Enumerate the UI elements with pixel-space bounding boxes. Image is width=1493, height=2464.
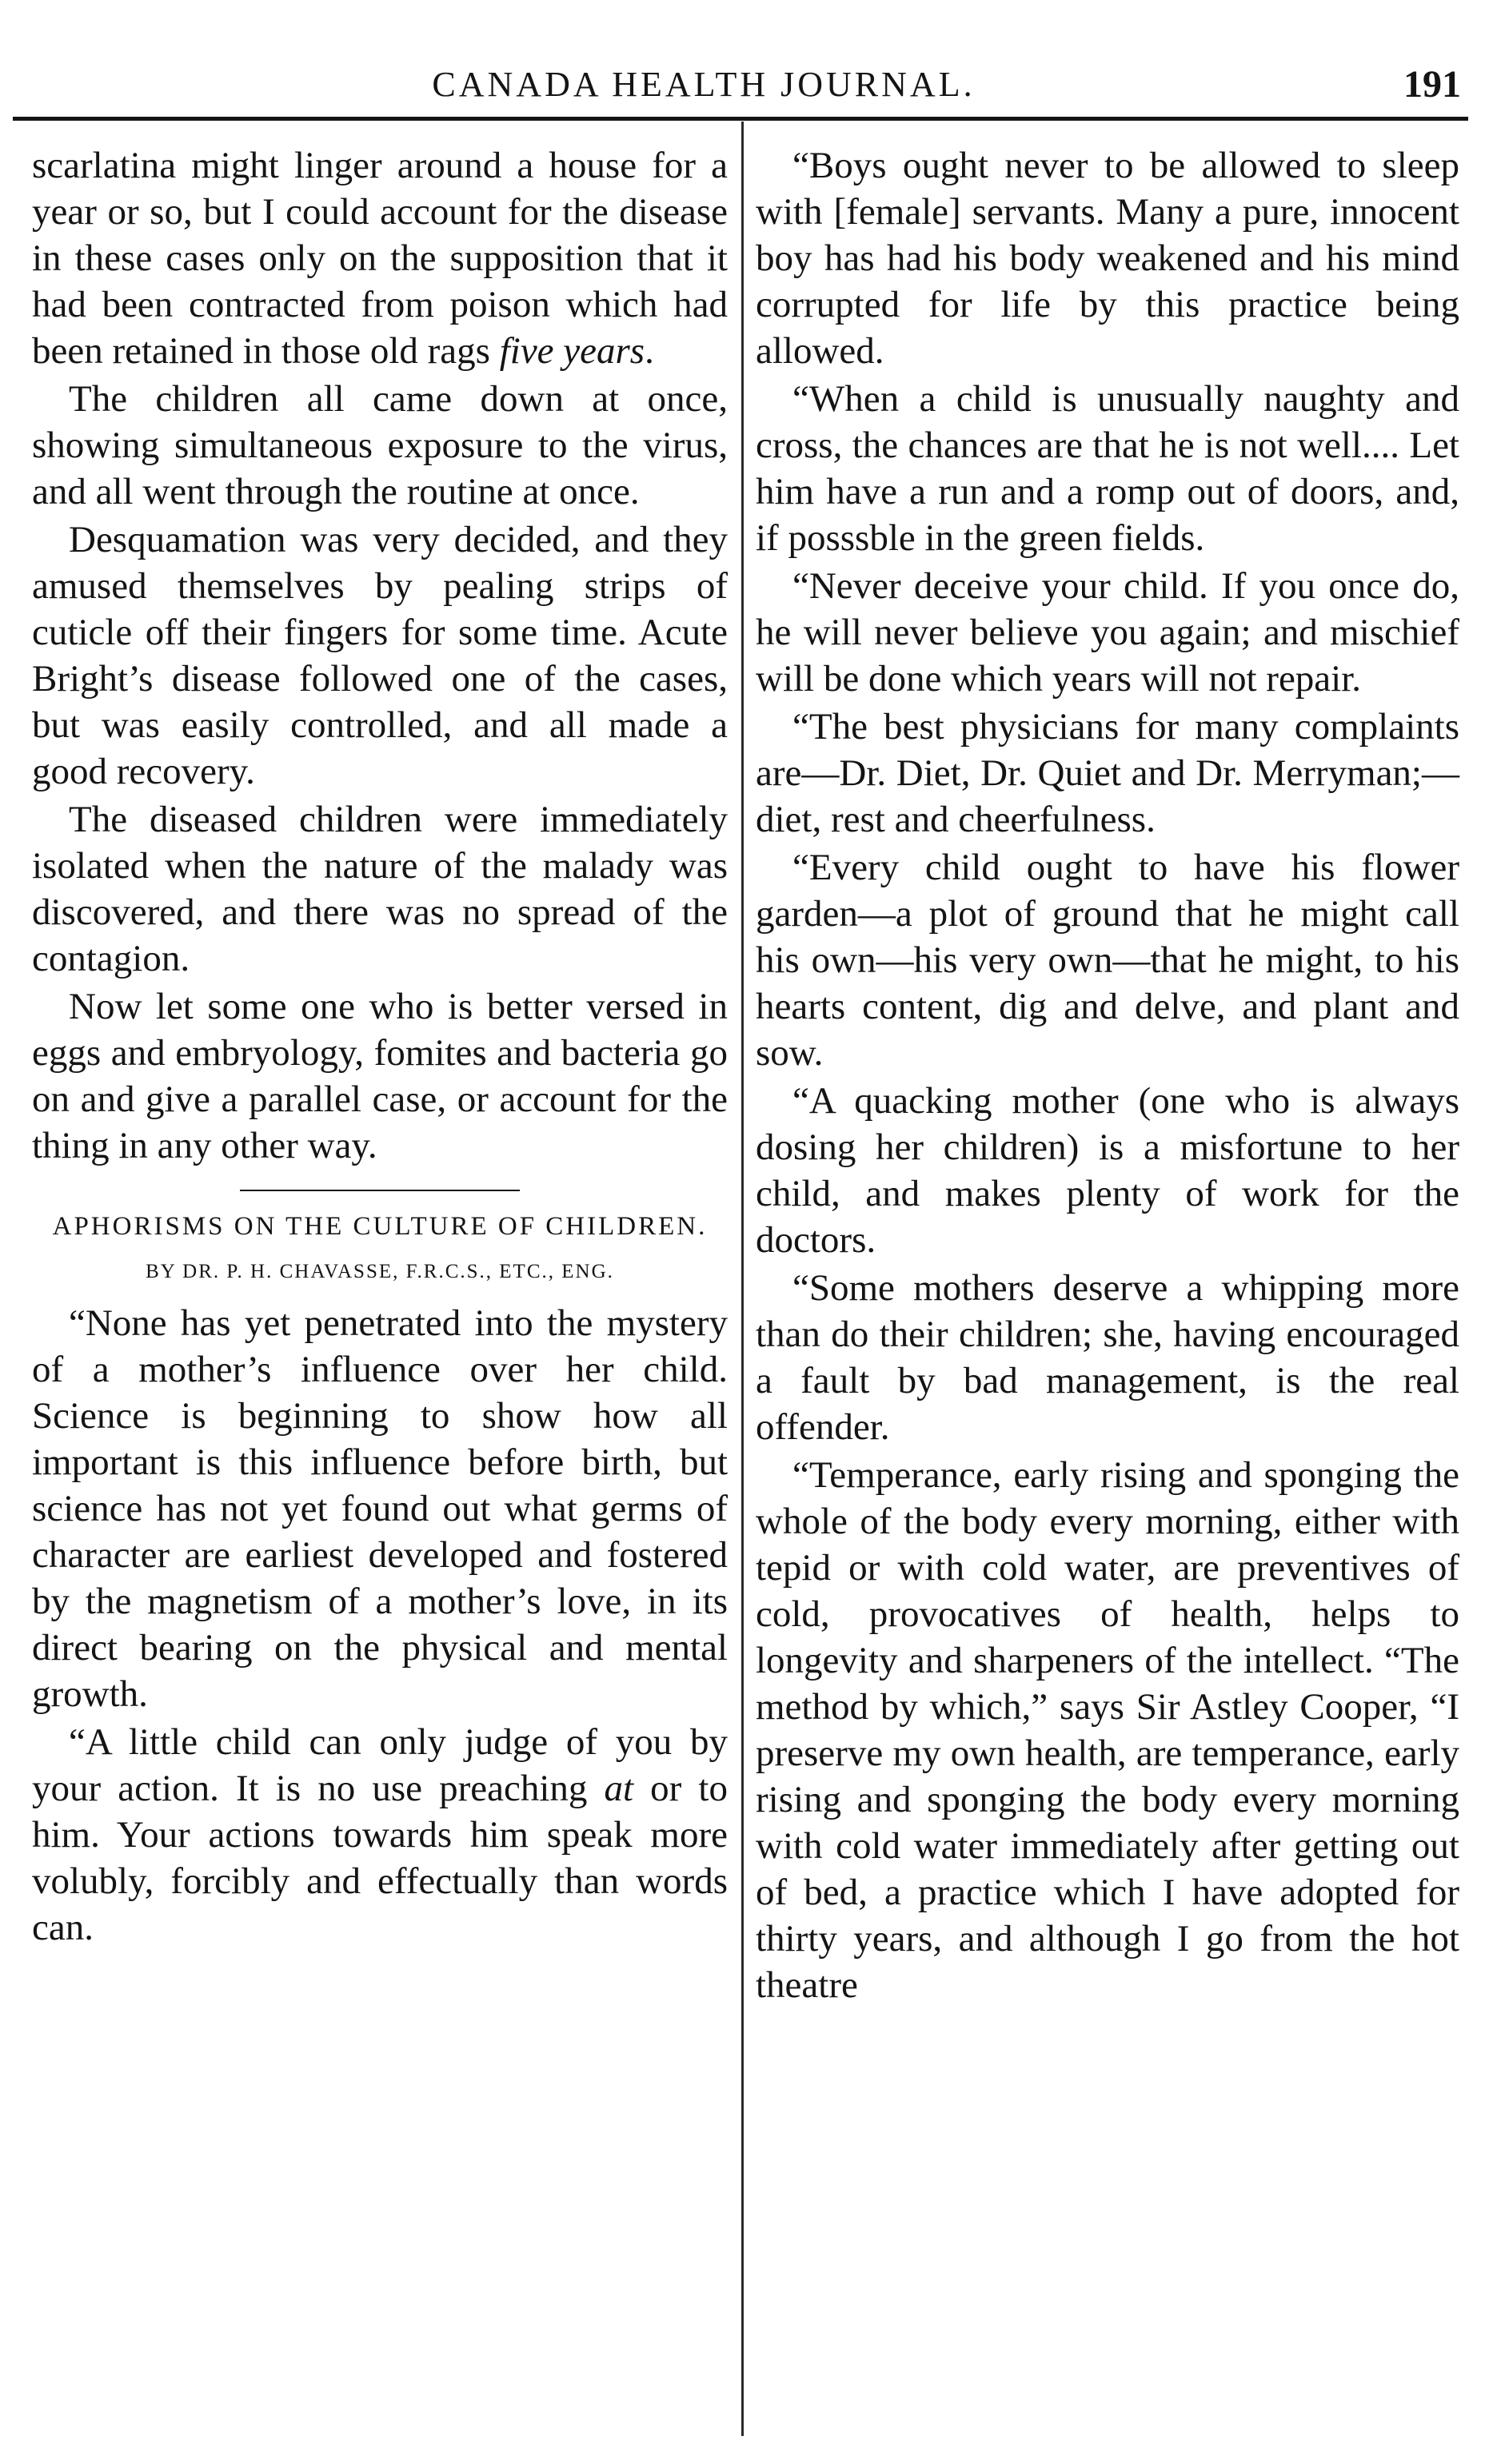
paragraph: Now let some one who is better versed in eggs and embryology, fomites and bacteria go on and give a parallel case, or account for the thing in any other way. (32, 986, 728, 1166)
column-divider (741, 122, 744, 2436)
left-column (32, 142, 728, 1952)
paragraph: Desquamation was very decided, and they amused themselves by pealing strips of cuticle off their fingers for some time. Acute Bright’s disease followed one of the cases, but was easily controlled, and all made a good recovery. (32, 519, 728, 792)
running-head (0, 64, 1493, 112)
paragraph-text-end: . (645, 330, 654, 372)
aphorism-paragraph: “The best physicians for many complaints are—Dr. Diet, Dr. Quiet and Dr. Merryman;—diet, rest and cheerfulness. (756, 706, 1459, 840)
paragraph: The children all came down at once, showing simultaneous exposure to the virus, and all went through the routine at once. (32, 378, 728, 512)
article-paragraph: “None has yet penetrated into the mystery of a mother’s influence over her child. Science is beginning to show how all important is this influence before birth, but science has not yet found out what germs of character are earliest developed and fostered by the magnetism of a mother’s love, in its direct bearing on the physical and mental growth. (32, 1302, 728, 1715)
aphorism-paragraph: “Temperance, early rising and sponging the whole of the body every morning, either with tepid or with cold water, are preventives of cold, provocatives of health, helps to longevity and sharpeners of the intellect. “The method by which,” says Sir Astley Cooper, “I preserve my own health, are temperance, early rising and sponging the body every morning with cold water immediately after getting out of bed, a practice which I have adopted for thirty years, and although I go from the hot theatre (756, 1454, 1459, 2006)
article-paragraph (32, 1719, 728, 1951)
journal-title: CANADA HEALTH JOURNAL. (432, 65, 976, 104)
right-column (756, 142, 1459, 2010)
paragraph-text-end: or to him. Your actions towards him speak more volubly, forcibly and effectually than words can. (32, 1768, 728, 1948)
paragraph (32, 142, 728, 374)
article-heading: APHORISMS ON THE CULTURE OF CHILDREN. (52, 1212, 708, 1241)
aphorism-paragraph: “Never deceive your child. If you once do, he will never believe you again; and mischief will be done which years will not repair. (756, 565, 1459, 700)
page-number: 191 (1403, 63, 1461, 106)
section-divider (240, 1190, 520, 1191)
paragraph-text: scarlatina might linger around a house for a year or so, but I could account for the disease in these cases only on the supposition that it had been contracted from poison which had been retained in those old rags (32, 145, 728, 372)
paragraph: The diseased children were immediately isolated when the nature of the malady was discovered, and there was no spread of the contagion. (32, 799, 728, 979)
emphasized-text: at (604, 1768, 634, 1809)
article-byline: BY DR. P. H. CHAVASSE, F.R.C.S., ETC., ENG. (146, 1261, 614, 1282)
aphorism-paragraph: “When a child is unusually naughty and cross, the chances are that he is not well.... Let him have a run and a romp out of doors, and, if posssble in the green fields. (756, 378, 1459, 559)
aphorism-paragraph: “Some mothers deserve a whipping more than do their children; she, having encouraged a fault by bad management, is the real offender. (756, 1267, 1459, 1448)
aphorism-paragraph: “Boys ought never to be allowed to sleep with [female] servants. Many a pure, innocent boy has had his body weakened and his mind corrupted for life by this practice being allowed. (756, 145, 1459, 372)
header-rule (13, 117, 1468, 121)
aphorism-paragraph: “Every child ought to have his flower garden—a plot of ground that he might call his own—his very own—that he might, to his hearts content, dig and delve, and plant and sow. (756, 847, 1459, 1074)
aphorism-paragraph: “A quacking mother (one who is always dosing her children) is a misfortune to her child, and makes plenty of work for the doctors. (756, 1080, 1459, 1261)
paragraph-text: “A little child can only judge of you by your action. It is no use preaching (32, 1721, 728, 1809)
emphasized-text: five years (499, 330, 645, 372)
